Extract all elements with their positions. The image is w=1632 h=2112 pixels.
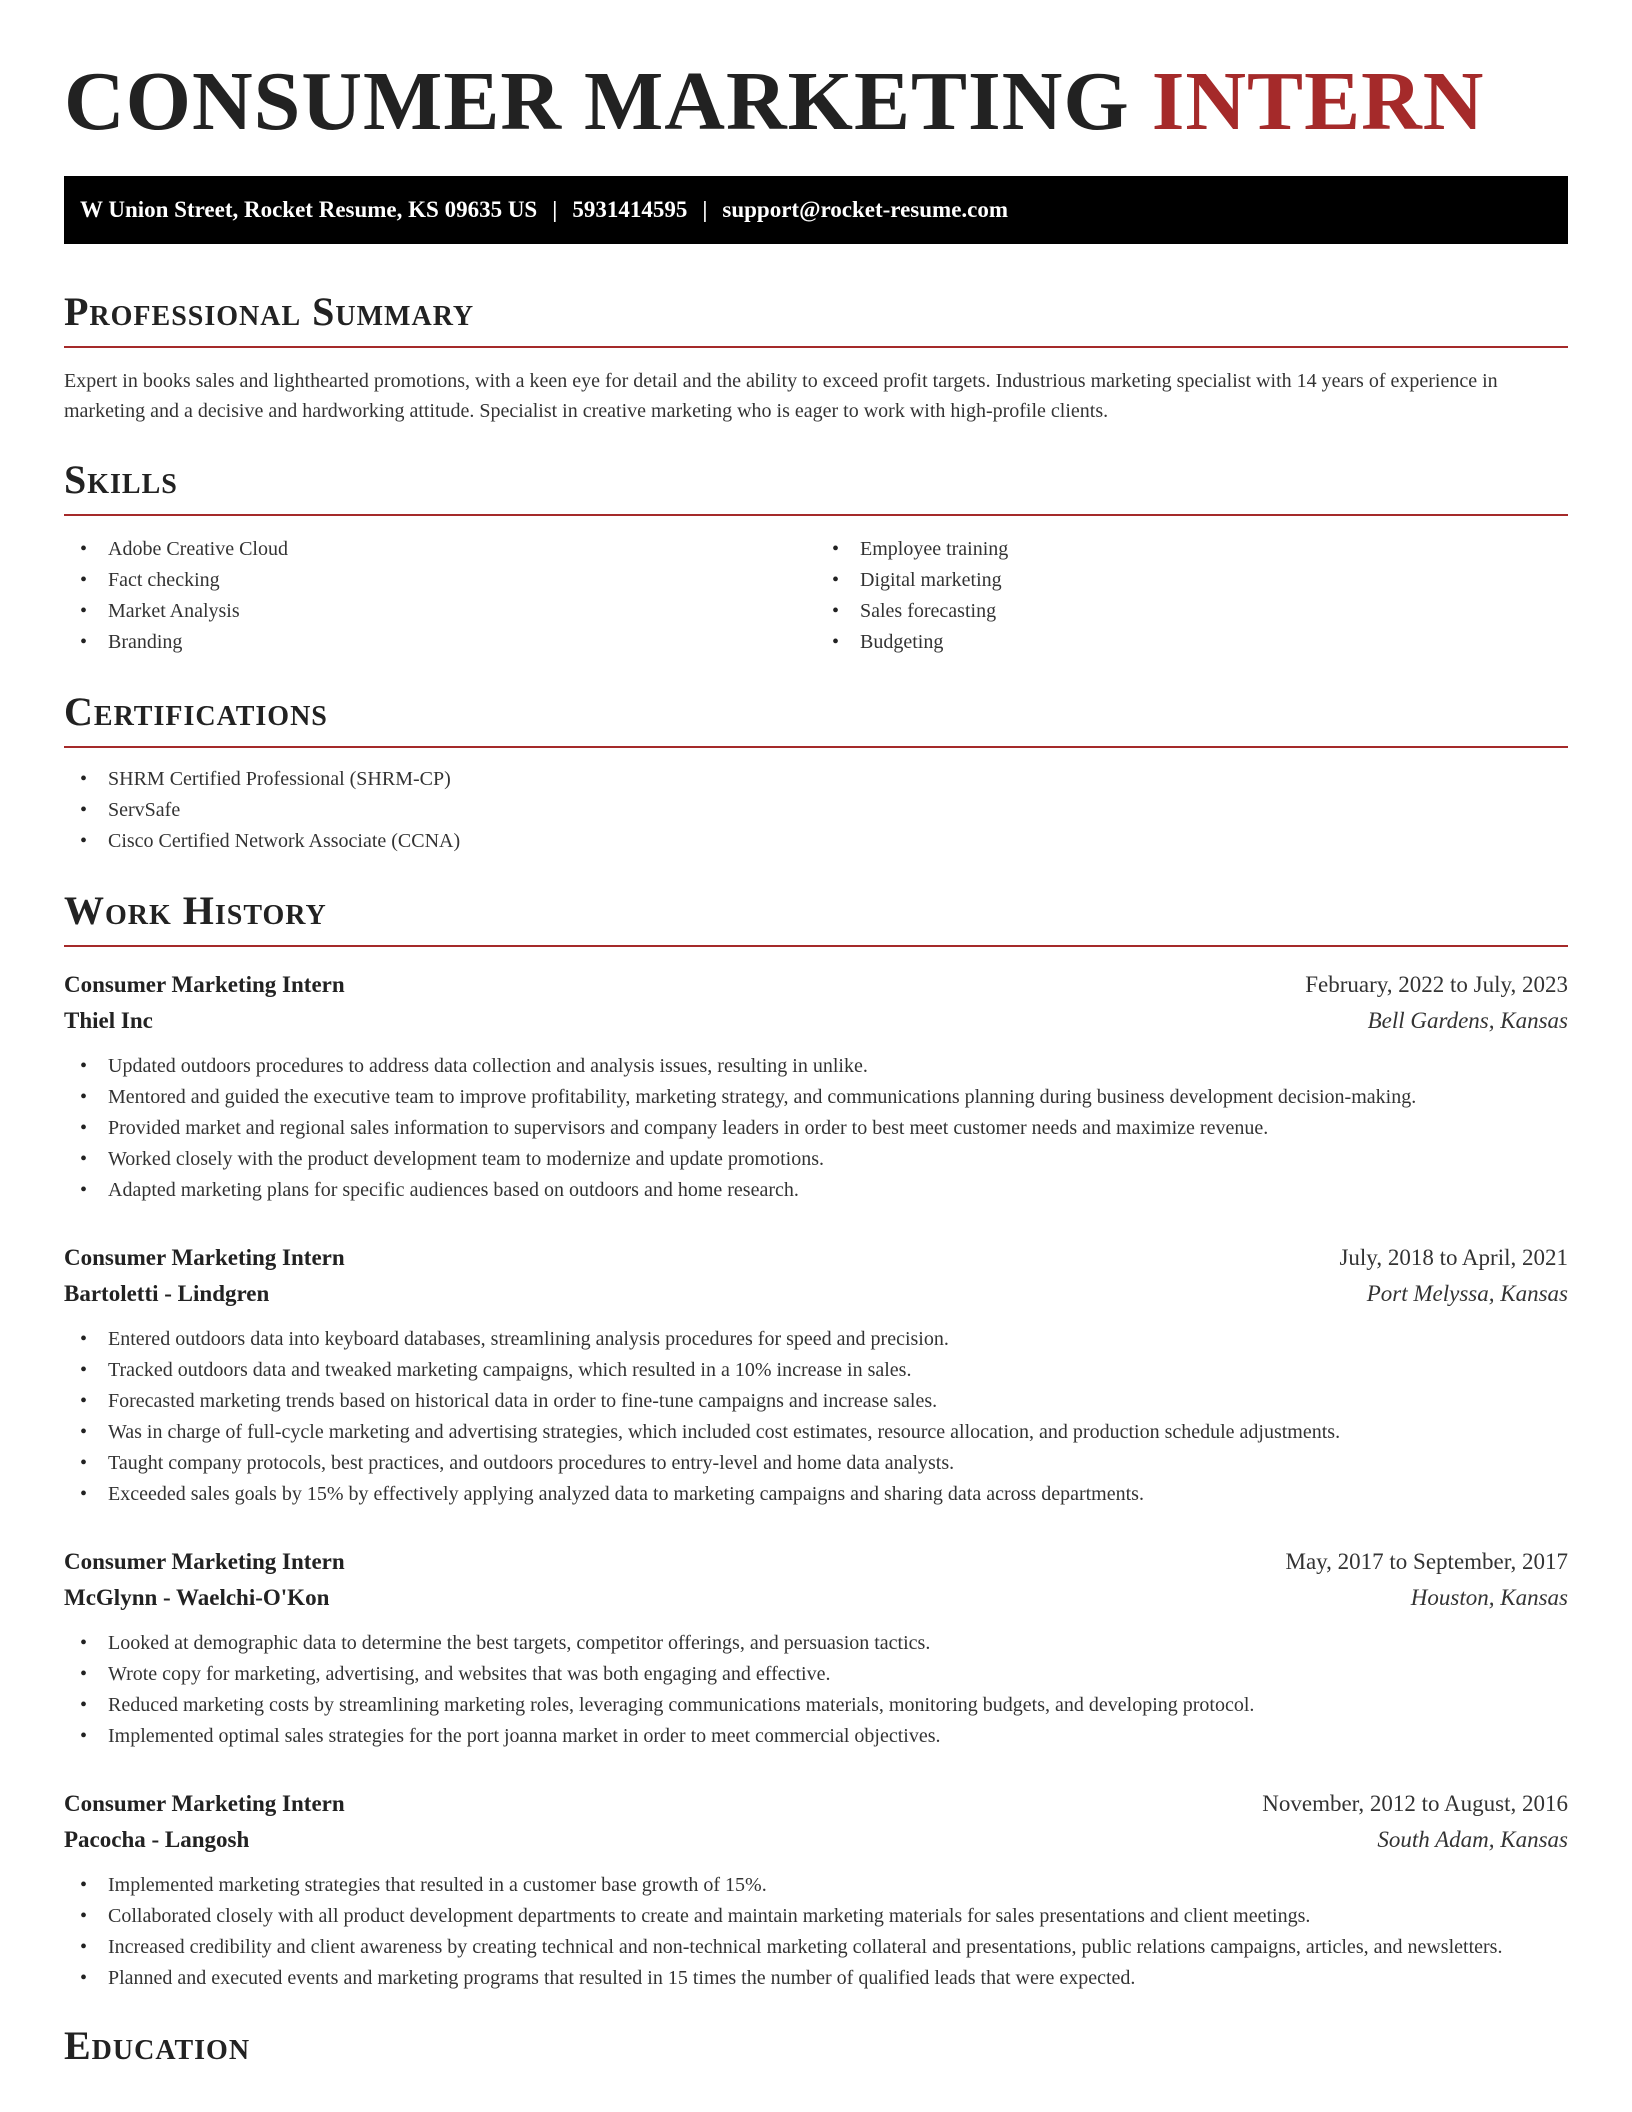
- job-bullet: • Implemented optimal sales strategies for the port joanna market in order to meet commercial objectives.: [64, 1721, 1568, 1752]
- summary-text: Expert in books sales and lighthearted promotions, with a keen eye for detail and the ability to exceed profit targets. Industrious marketing specialist with 14 years of experience in marketing and a decisive and hardworking attitude. Specialist in creative marketing who is eager to work with high-profile clients.: [64, 370, 1498, 422]
- job-bullet: • Planned and executed events and marketing programs that resulted in 15 times the number of qualified leads that were expected.: [64, 1963, 1568, 1994]
- skills-grid: [64, 534, 1568, 658]
- certification-item: • ServSafe: [64, 795, 1568, 826]
- job-company-row: [64, 1580, 1568, 1616]
- certification-item: • SHRM Certified Professional (SHRM-CP): [64, 764, 1568, 795]
- contact-phone: 5931414595: [572, 197, 688, 222]
- job-bullet: • Exceeded sales goals by 15% by effectively applying analyzed data to marketing campaigns and sharing data across departments.: [64, 1479, 1568, 1510]
- contact-bar: [64, 176, 1568, 244]
- job-bullet: • Worked closely with the product development team to modernize and update promotions.: [64, 1144, 1568, 1175]
- work-history-section: [64, 887, 1568, 1994]
- job-location: South Adam, Kansas: [1377, 1827, 1568, 1852]
- job-dates: November, 2012 to August, 2016: [1262, 1791, 1568, 1816]
- job-bullet: • Entered outdoors data into keyboard databases, streamlining analysis procedures for speed and precision.: [64, 1324, 1568, 1355]
- job-location: Port Melyssa, Kansas: [1366, 1281, 1568, 1306]
- job-location: Houston, Kansas: [1410, 1585, 1568, 1610]
- job-company-row: [64, 1822, 1568, 1858]
- job-bullets: [64, 1051, 1568, 1206]
- job-header-row: [64, 1544, 1568, 1580]
- job-company: Pacocha - Langosh: [64, 1827, 250, 1852]
- job-bullet: • Increased credibility and client awareness by creating technical and non-technical marketing collateral and presentations, public relations campaigns, articles, and newsletters.: [64, 1932, 1568, 1963]
- job-dates: May, 2017 to September, 2017: [1285, 1549, 1568, 1574]
- job-dates: July, 2018 to April, 2021: [1339, 1245, 1568, 1270]
- job-entry: [64, 1240, 1568, 1510]
- job-header-row: [64, 1240, 1568, 1276]
- job-bullet: • Adapted marketing plans for specific audiences based on outdoors and home research.: [64, 1175, 1568, 1206]
- job-bullets: [64, 1870, 1568, 1994]
- education-heading: Education: [64, 2023, 251, 2068]
- skills-heading: Skills: [64, 456, 1568, 516]
- job-bullets: [64, 1324, 1568, 1510]
- job-bullet: • Mentored and guided the executive team to improve profitability, marketing strategy, and communications planning during business development decision-making.: [64, 1082, 1568, 1113]
- certifications-section: [64, 688, 1568, 857]
- title-accent: INTERN: [1151, 55, 1485, 148]
- certifications-heading: Certifications: [64, 688, 1568, 748]
- job-company: McGlynn - Waelchi-O'Kon: [64, 1585, 330, 1610]
- skill-item: • Sales forecasting: [816, 596, 1568, 627]
- job-bullet: • Provided market and regional sales information to supervisors and company leaders in order to best meet customer needs and maximize revenue.: [64, 1113, 1568, 1144]
- job-company: Thiel Inc: [64, 1008, 153, 1033]
- title-main: CONSUMER MARKETING: [64, 55, 1130, 148]
- contact-separator: |: [552, 197, 558, 222]
- summary-heading: Professional Summary: [64, 288, 1568, 348]
- skill-item: • Branding: [64, 627, 816, 658]
- job-bullet: • Collaborated closely with all product development departments to create and maintain marketing materials for sales presentations and client meetings.: [64, 1901, 1568, 1932]
- certification-item: • Cisco Certified Network Associate (CCNA): [64, 826, 1568, 857]
- job-bullet: • Updated outdoors procedures to address data collection and analysis issues, resulting in unlike.: [64, 1051, 1568, 1082]
- job-entry: [64, 1786, 1568, 1994]
- job-company: Bartoletti - Lindgren: [64, 1281, 270, 1306]
- job-bullet: • Looked at demographic data to determine the best targets, competitor offerings, and persuasion tactics.: [64, 1628, 1568, 1659]
- job-title: Consumer Marketing Intern: [64, 972, 345, 997]
- job-title: Consumer Marketing Intern: [64, 1549, 345, 1574]
- skill-item: • Fact checking: [64, 565, 816, 596]
- job-bullet: • Forecasted marketing trends based on historical data in order to fine-tune campaigns and increase sales.: [64, 1386, 1568, 1417]
- job-header-row: [64, 967, 1568, 1003]
- contact-separator: |: [702, 197, 708, 222]
- skill-item: • Budgeting: [816, 627, 1568, 658]
- skills-left-list: [64, 534, 816, 658]
- job-bullet: • Tracked outdoors data and tweaked marketing campaigns, which resulted in a 10% increase in sales.: [64, 1355, 1568, 1386]
- job-bullets: [64, 1628, 1568, 1752]
- job-title: Consumer Marketing Intern: [64, 1245, 345, 1270]
- job-entry: [64, 1544, 1568, 1752]
- job-company-row: [64, 1003, 1568, 1039]
- job-bullet: • Was in charge of full-cycle marketing and advertising strategies, which included cost estimates, resource allocation, and production schedule adjustments.: [64, 1417, 1568, 1448]
- job-company-row: [64, 1276, 1568, 1312]
- job-bullet: • Reduced marketing costs by streamlining marketing roles, leveraging communications materials, monitoring budgets, and developing protocol.: [64, 1690, 1568, 1721]
- skills-right-list: [816, 534, 1568, 658]
- summary-section: [64, 288, 1568, 426]
- work-history-heading: Work History: [64, 887, 1568, 947]
- contact-email: support@rocket-resume.com: [722, 197, 1009, 222]
- skill-item: • Adobe Creative Cloud: [64, 534, 816, 565]
- skill-item: • Market Analysis: [64, 596, 816, 627]
- education-section: [64, 2022, 1568, 2080]
- job-header-row: [64, 1786, 1568, 1822]
- skills-section: [64, 456, 1568, 658]
- job-bullet: • Implemented marketing strategies that resulted in a customer base growth of 15%.: [64, 1870, 1568, 1901]
- certifications-list: [64, 764, 1568, 857]
- resume-title: [64, 0, 1568, 152]
- job-bullet: • Taught company protocols, best practices, and outdoors procedures to entry-level and home data analysts.: [64, 1448, 1568, 1479]
- job-entry: [64, 967, 1568, 1206]
- skill-item: • Digital marketing: [816, 565, 1568, 596]
- job-location: Bell Gardens, Kansas: [1367, 1008, 1568, 1033]
- job-title: Consumer Marketing Intern: [64, 1791, 345, 1816]
- job-bullet: • Wrote copy for marketing, advertising, and websites that was both engaging and effective.: [64, 1659, 1568, 1690]
- contact-address: W Union Street, Rocket Resume, KS 09635 US: [80, 197, 538, 222]
- skill-item: • Employee training: [816, 534, 1568, 565]
- job-dates: February, 2022 to July, 2023: [1305, 972, 1568, 997]
